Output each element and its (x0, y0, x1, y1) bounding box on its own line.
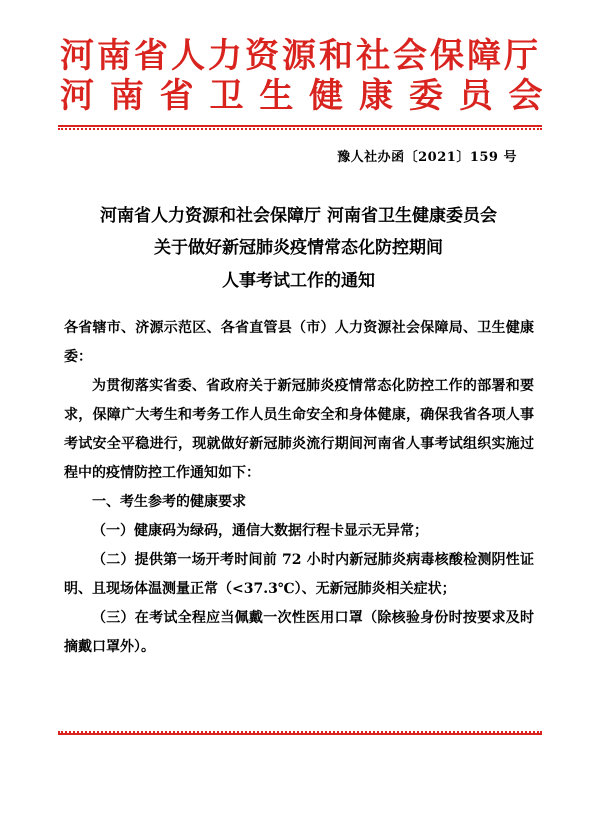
title-line-1: 河南省人力资源和社会保障厅 河南省卫生健康委员会 (100, 206, 497, 226)
body-text (64, 314, 534, 662)
title-line-3: 人事考试工作的通知 (222, 271, 375, 291)
section-heading: 一、考生参考的健康要求 (92, 494, 246, 510)
header-org-2: 河 南 省 卫 生 健 康 委 员 会 (60, 76, 545, 116)
document-number: 豫人社办函〔2021〕159 号 (337, 150, 517, 165)
header-org-1: 河南省人力资源和社会保障厅 (60, 36, 540, 76)
header-red-rule (58, 125, 542, 130)
title-line-2: 关于做好新冠肺炎疫情常态化防控期间 (154, 238, 443, 258)
intro-paragraph: 为贯彻落实省委、省政府关于新冠肺炎疫情常态化防控工作的部署和要求，保障广大考生和考务工作人员生命安全和身体健康，确保我省各项人事考试安全平稳进行，现就做好新冠肺炎流行期间河南省人事考试组织实施过程中的疫情防控工作通知如下： (64, 378, 534, 481)
list-item: （一）健康码为绿码，通信大数据行程卡显示无异常； (92, 523, 428, 539)
salutation: 各省辖市、济源示范区、各省直管县（市）人力资源社会保障局、卫生健康委： (64, 320, 534, 365)
footer-red-rule (58, 730, 542, 735)
list-item: （三）在考试全程应当佩戴一次性医用口罩（除核验身份时按要求及时摘戴口罩外）。 (64, 610, 534, 655)
list-item: （二）提供第一场开考时间前 72 小时内新冠肺炎病毒核酸检测阴性证明、且现场体温测量正常（<37.3℃）、无新冠肺炎相关症状； (64, 552, 534, 597)
